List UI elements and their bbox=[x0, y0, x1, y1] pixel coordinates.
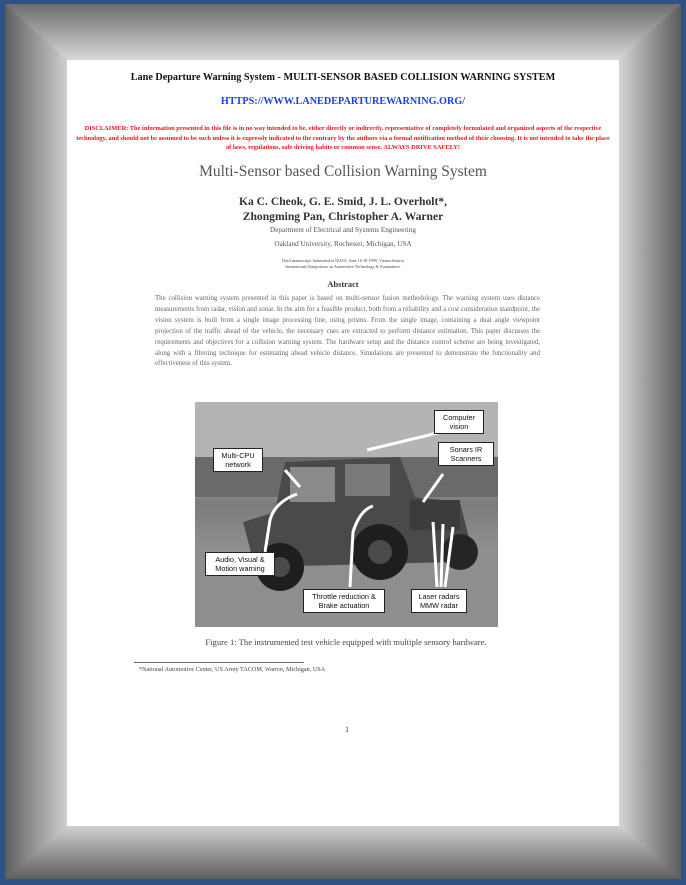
draft-line-2: International Symposium on Automotive Technology & Automation. bbox=[285, 264, 401, 269]
figure-caption: Figure 1: The instrumented test vehicle equipped with multiple sensory hardware. bbox=[205, 637, 487, 647]
label-laser: Laser radars MMW radar bbox=[411, 589, 467, 613]
affiliation bbox=[67, 223, 619, 251]
bevel-top bbox=[5, 4, 681, 60]
document-header: Lane Departure Warning System - MULTI-SENSOR BASED COLLISION WARNING SYSTEM bbox=[130, 72, 556, 83]
authors-line-1: Ka C. Cheok, G. E. Smid, J. L. Overholt*, bbox=[238, 195, 448, 208]
label-computer-vision: Computer vision bbox=[434, 410, 484, 434]
vehicle-photo bbox=[195, 402, 498, 627]
footnote: *National Automotive Center, US Army TACOM, Warren, Michigan, USA bbox=[139, 666, 326, 673]
draft-note bbox=[67, 258, 619, 270]
authors-line-2: Zhongming Pan, Christopher A. Warner bbox=[242, 210, 444, 223]
paper-page bbox=[67, 60, 619, 826]
authors bbox=[67, 194, 619, 224]
paper-title: Multi-Sensor based Collision Warning System bbox=[199, 163, 487, 180]
affiliation-line-1: Department of Electrical and Systems Engineering bbox=[270, 226, 416, 234]
page-number: 1 bbox=[344, 725, 350, 734]
draft-line-1: Draft manuscript. Submitted to ISATA, June 16-18 1999, Vienna Austria bbox=[282, 258, 404, 263]
label-multi-cpu: Multi-CPU network bbox=[213, 448, 263, 472]
abstract-heading: Abstract bbox=[327, 280, 359, 289]
abstract-body: The collision warning system presented in this paper is based on multi-sensor fusion methodology. The warning system uses distance measurements from radar, vision and sonar. In the aim for a feasible product, both from a reliability and a cost consideration standpoint, the vision system is built from a single image processing line, using prisms. From the single image, containing a dual angle viewpoint projection of the traffic ahead of the vehicle, the necessary cues are extracted to perform distance estimation. This paper discusses the requirements and objectives for a collision warning system. The hardware setup and the distance control scheme are being investigated, along with a filtering technique for estimating ahead vehicle distance. Simulations are presented to demonstrate the functionality and effectiveness of this system. bbox=[155, 295, 540, 368]
affiliation-line-2: Oakland University, Rochester, Michigan, USA bbox=[274, 240, 412, 248]
footnote-rule bbox=[134, 662, 304, 663]
bevel-right bbox=[619, 4, 681, 879]
bevel-bottom bbox=[5, 826, 681, 879]
disclaimer-text: DISCLAIMER: The information presented in this file is in no way intended to be, either directly or indirectly, representative of completely formulated and organized aspects of the respective technology, and should not be assumed to be such unless it is expressly indicated to the contrary by the authors via a formal notification method of their choosing. It is not intended to take the place of laws, regulations, safe driving habits or common sense. ALWAYS DRIVE SAFELY! bbox=[76, 125, 610, 151]
website-link[interactable]: HTTPS://WWW.LANEDEPARTUREWARNING.ORG/ bbox=[220, 96, 466, 107]
label-audio: Audio, Visual & Motion warning bbox=[205, 552, 275, 576]
label-throttle: Throttle reduction & Brake actuation bbox=[303, 589, 385, 613]
label-sonars: Sonars IR Scanners bbox=[438, 442, 494, 466]
bevel-left bbox=[5, 4, 67, 879]
